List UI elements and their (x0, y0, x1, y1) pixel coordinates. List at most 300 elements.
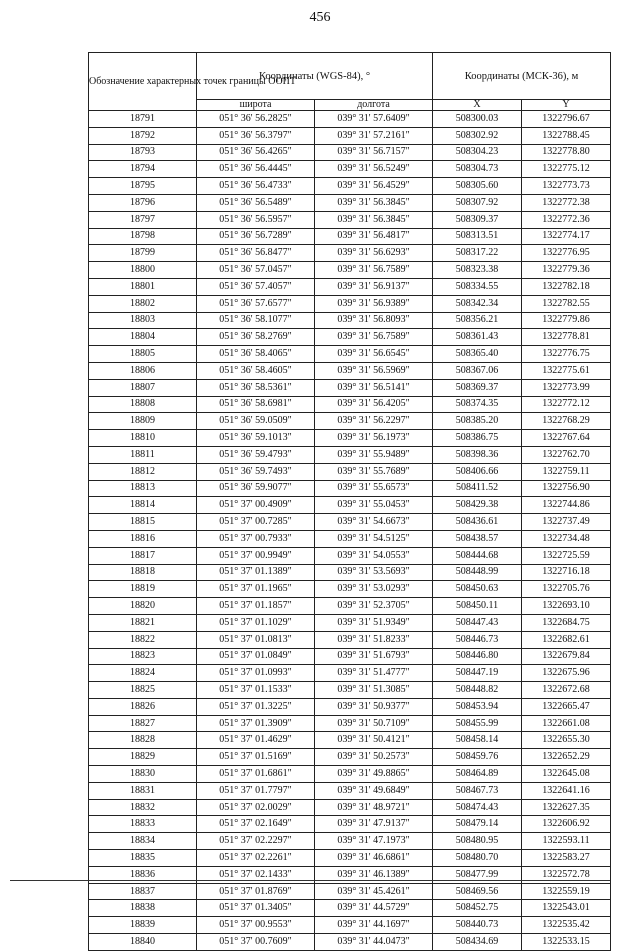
point-id-cell: 18798 (89, 228, 197, 245)
table-row (89, 228, 611, 245)
y-cell: 1322665.47 (522, 698, 611, 715)
x-cell: 508307.92 (433, 194, 522, 211)
y-cell: 1322725.59 (522, 547, 611, 564)
longitude-cell: 039° 31' 56.5141" (315, 379, 433, 396)
x-cell: 508374.35 (433, 396, 522, 413)
table-row (89, 245, 611, 262)
header-x: X (433, 100, 522, 111)
table-row (89, 346, 611, 363)
y-cell: 1322606.92 (522, 816, 611, 833)
latitude-cell: 051° 36' 58.6981" (197, 396, 315, 413)
longitude-cell: 039° 31' 56.5969" (315, 362, 433, 379)
y-cell: 1322593.11 (522, 833, 611, 850)
y-cell: 1322675.96 (522, 665, 611, 682)
x-cell: 508367.06 (433, 362, 522, 379)
y-cell: 1322543.01 (522, 900, 611, 917)
table-row (89, 900, 611, 917)
point-id-cell: 18792 (89, 127, 197, 144)
point-id-cell: 18831 (89, 782, 197, 799)
y-cell: 1322767.64 (522, 430, 611, 447)
table-row (89, 766, 611, 783)
point-id-cell: 18801 (89, 278, 197, 295)
y-cell: 1322705.76 (522, 581, 611, 598)
point-id-cell: 18830 (89, 766, 197, 783)
longitude-cell: 039° 31' 50.2573" (315, 749, 433, 766)
longitude-cell: 039° 31' 56.7589" (315, 329, 433, 346)
table-row (89, 631, 611, 648)
table-row (89, 362, 611, 379)
y-cell: 1322572.78 (522, 866, 611, 883)
y-cell: 1322772.12 (522, 396, 611, 413)
y-cell: 1322796.67 (522, 111, 611, 128)
x-cell: 508469.56 (433, 883, 522, 900)
x-cell: 508406.66 (433, 463, 522, 480)
longitude-cell: 039° 31' 44.5729" (315, 900, 433, 917)
longitude-cell: 039° 31' 56.4529" (315, 178, 433, 195)
point-id-cell: 18818 (89, 564, 197, 581)
coordinates-table (88, 52, 611, 951)
longitude-cell: 039° 31' 46.1389" (315, 866, 433, 883)
x-cell: 508317.22 (433, 245, 522, 262)
x-cell: 508438.57 (433, 530, 522, 547)
y-cell: 1322652.29 (522, 749, 611, 766)
x-cell: 508448.82 (433, 682, 522, 699)
latitude-cell: 051° 36' 59.1013" (197, 430, 315, 447)
table-row (89, 379, 611, 396)
point-id-cell: 18825 (89, 682, 197, 699)
table-row (89, 732, 611, 749)
point-id-cell: 18808 (89, 396, 197, 413)
latitude-cell: 051° 36' 59.0509" (197, 413, 315, 430)
y-cell: 1322775.61 (522, 362, 611, 379)
y-cell: 1322762.70 (522, 446, 611, 463)
y-cell: 1322682.61 (522, 631, 611, 648)
x-cell: 508474.43 (433, 799, 522, 816)
y-cell: 1322684.75 (522, 614, 611, 631)
table-row (89, 278, 611, 295)
point-id-cell: 18803 (89, 312, 197, 329)
latitude-cell: 051° 37' 01.0813" (197, 631, 315, 648)
point-id-cell: 18821 (89, 614, 197, 631)
point-id-cell: 18838 (89, 900, 197, 917)
x-cell: 508365.40 (433, 346, 522, 363)
table-row (89, 295, 611, 312)
table-row (89, 446, 611, 463)
latitude-cell: 051° 37' 00.7285" (197, 514, 315, 531)
table-row (89, 665, 611, 682)
y-cell: 1322679.84 (522, 648, 611, 665)
point-id-cell: 18795 (89, 178, 197, 195)
point-id-cell: 18826 (89, 698, 197, 715)
x-cell: 508304.23 (433, 144, 522, 161)
longitude-cell: 039° 31' 53.0293" (315, 581, 433, 598)
longitude-cell: 039° 31' 50.9377" (315, 698, 433, 715)
longitude-cell: 039° 31' 46.6861" (315, 850, 433, 867)
latitude-cell: 051° 36' 58.4065" (197, 346, 315, 363)
longitude-cell: 039° 31' 56.9389" (315, 295, 433, 312)
point-id-cell: 18834 (89, 833, 197, 850)
longitude-cell: 039° 31' 52.3705" (315, 598, 433, 615)
y-cell: 1322583.27 (522, 850, 611, 867)
latitude-cell: 051° 37' 01.1029" (197, 614, 315, 631)
longitude-cell: 039° 31' 56.1973" (315, 430, 433, 447)
x-cell: 508479.14 (433, 816, 522, 833)
longitude-cell: 039° 31' 56.3845" (315, 211, 433, 228)
longitude-cell: 039° 31' 56.6293" (315, 245, 433, 262)
x-cell: 508304.73 (433, 161, 522, 178)
table-row (89, 934, 611, 951)
longitude-cell: 039° 31' 51.4777" (315, 665, 433, 682)
latitude-cell: 051° 36' 56.4733" (197, 178, 315, 195)
x-cell: 508467.73 (433, 782, 522, 799)
table-row (89, 749, 611, 766)
point-id-cell: 18828 (89, 732, 197, 749)
y-cell: 1322772.36 (522, 211, 611, 228)
header-latitude: широта (197, 100, 315, 111)
point-id-cell: 18793 (89, 144, 197, 161)
latitude-cell: 051° 36' 56.4265" (197, 144, 315, 161)
longitude-cell: 039° 31' 53.5693" (315, 564, 433, 581)
table-row (89, 178, 611, 195)
y-cell: 1322782.55 (522, 295, 611, 312)
latitude-cell: 051° 37' 01.3405" (197, 900, 315, 917)
latitude-cell: 051° 37' 02.1649" (197, 816, 315, 833)
latitude-cell: 051° 37' 00.4909" (197, 497, 315, 514)
latitude-cell: 051° 37' 02.2261" (197, 850, 315, 867)
table-row (89, 480, 611, 497)
longitude-cell: 039° 31' 50.7109" (315, 715, 433, 732)
latitude-cell: 051° 37' 00.7609" (197, 934, 315, 951)
table-row (89, 396, 611, 413)
x-cell: 508385.20 (433, 413, 522, 430)
x-cell: 508446.73 (433, 631, 522, 648)
table-row (89, 530, 611, 547)
point-id-cell: 18804 (89, 329, 197, 346)
longitude-cell: 039° 31' 44.1697" (315, 917, 433, 934)
latitude-cell: 051° 36' 56.3797" (197, 127, 315, 144)
y-cell: 1322693.10 (522, 598, 611, 615)
y-cell: 1322773.73 (522, 178, 611, 195)
latitude-cell: 051° 36' 58.2769" (197, 329, 315, 346)
point-id-cell: 18805 (89, 346, 197, 363)
bottom-rule (10, 880, 610, 881)
longitude-cell: 039° 31' 51.6793" (315, 648, 433, 665)
longitude-cell: 039° 31' 56.5249" (315, 161, 433, 178)
longitude-cell: 039° 31' 55.6573" (315, 480, 433, 497)
header-point-designation: Обозначение характерных точек границы ООПТ (89, 53, 197, 111)
latitude-cell: 051° 37' 01.3225" (197, 698, 315, 715)
x-cell: 508369.37 (433, 379, 522, 396)
header-msk36-coordinates: Координаты (МСК-36), м (433, 53, 611, 100)
y-cell: 1322559.19 (522, 883, 611, 900)
y-cell: 1322655.30 (522, 732, 611, 749)
y-cell: 1322627.35 (522, 799, 611, 816)
x-cell: 508440.73 (433, 917, 522, 934)
y-cell: 1322775.12 (522, 161, 611, 178)
longitude-cell: 039° 31' 56.3845" (315, 194, 433, 211)
point-id-cell: 18811 (89, 446, 197, 463)
longitude-cell: 039° 31' 54.6673" (315, 514, 433, 531)
table-row (89, 614, 611, 631)
point-id-cell: 18807 (89, 379, 197, 396)
table-row (89, 850, 611, 867)
y-cell: 1322772.38 (522, 194, 611, 211)
point-id-cell: 18812 (89, 463, 197, 480)
y-cell: 1322782.18 (522, 278, 611, 295)
table-row (89, 111, 611, 128)
x-cell: 508459.76 (433, 749, 522, 766)
table-row (89, 127, 611, 144)
longitude-cell: 039° 31' 56.7157" (315, 144, 433, 161)
y-cell: 1322776.95 (522, 245, 611, 262)
y-cell: 1322533.15 (522, 934, 611, 951)
point-id-cell: 18799 (89, 245, 197, 262)
point-id-cell: 18796 (89, 194, 197, 211)
longitude-cell: 039° 31' 51.8233" (315, 631, 433, 648)
y-cell: 1322744.86 (522, 497, 611, 514)
latitude-cell: 051° 37' 01.7797" (197, 782, 315, 799)
x-cell: 508309.37 (433, 211, 522, 228)
latitude-cell: 051° 37' 00.9553" (197, 917, 315, 934)
table-row (89, 514, 611, 531)
table-row (89, 883, 611, 900)
y-cell: 1322756.90 (522, 480, 611, 497)
table-row (89, 715, 611, 732)
longitude-cell: 039° 31' 57.6409" (315, 111, 433, 128)
point-id-cell: 18840 (89, 934, 197, 951)
latitude-cell: 051° 36' 56.4445" (197, 161, 315, 178)
latitude-cell: 051° 36' 56.2825" (197, 111, 315, 128)
longitude-cell: 039° 31' 54.5125" (315, 530, 433, 547)
point-id-cell: 18822 (89, 631, 197, 648)
point-id-cell: 18800 (89, 262, 197, 279)
table-row (89, 262, 611, 279)
point-id-cell: 18824 (89, 665, 197, 682)
y-cell: 1322759.11 (522, 463, 611, 480)
longitude-cell: 039° 31' 56.4205" (315, 396, 433, 413)
latitude-cell: 051° 36' 59.9077" (197, 480, 315, 497)
x-cell: 508447.43 (433, 614, 522, 631)
y-cell: 1322778.80 (522, 144, 611, 161)
point-id-cell: 18823 (89, 648, 197, 665)
longitude-cell: 039° 31' 55.7689" (315, 463, 433, 480)
point-id-cell: 18813 (89, 480, 197, 497)
x-cell: 508386.75 (433, 430, 522, 447)
point-id-cell: 18827 (89, 715, 197, 732)
point-id-cell: 18832 (89, 799, 197, 816)
longitude-cell: 039° 31' 49.8865" (315, 766, 433, 783)
point-id-cell: 18819 (89, 581, 197, 598)
table-row (89, 144, 611, 161)
x-cell: 508452.75 (433, 900, 522, 917)
table-row (89, 682, 611, 699)
latitude-cell: 051° 37' 01.0993" (197, 665, 315, 682)
latitude-cell: 051° 36' 56.8477" (197, 245, 315, 262)
latitude-cell: 051° 37' 02.2297" (197, 833, 315, 850)
y-cell: 1322778.81 (522, 329, 611, 346)
table-row (89, 799, 611, 816)
point-id-cell: 18806 (89, 362, 197, 379)
latitude-cell: 051° 37' 00.9949" (197, 547, 315, 564)
point-id-cell: 18791 (89, 111, 197, 128)
longitude-cell: 039° 31' 56.2297" (315, 413, 433, 430)
latitude-cell: 051° 36' 57.4057" (197, 278, 315, 295)
longitude-cell: 039° 31' 56.9137" (315, 278, 433, 295)
point-id-cell: 18809 (89, 413, 197, 430)
table-row (89, 648, 611, 665)
table-row (89, 194, 611, 211)
table-row (89, 581, 611, 598)
latitude-cell: 051° 36' 57.6577" (197, 295, 315, 312)
point-id-cell: 18837 (89, 883, 197, 900)
y-cell: 1322716.18 (522, 564, 611, 581)
y-cell: 1322645.08 (522, 766, 611, 783)
latitude-cell: 051° 37' 01.5169" (197, 749, 315, 766)
point-id-cell: 18836 (89, 866, 197, 883)
x-cell: 508434.69 (433, 934, 522, 951)
longitude-cell: 039° 31' 56.8093" (315, 312, 433, 329)
y-cell: 1322734.48 (522, 530, 611, 547)
table-row (89, 833, 611, 850)
latitude-cell: 051° 37' 01.8769" (197, 883, 315, 900)
longitude-cell: 039° 31' 51.9349" (315, 614, 433, 631)
x-cell: 508429.38 (433, 497, 522, 514)
table-row (89, 413, 611, 430)
y-cell: 1322773.99 (522, 379, 611, 396)
x-cell: 508453.94 (433, 698, 522, 715)
point-id-cell: 18816 (89, 530, 197, 547)
x-cell: 508323.38 (433, 262, 522, 279)
point-id-cell: 18814 (89, 497, 197, 514)
latitude-cell: 051° 37' 01.1533" (197, 682, 315, 699)
header-y: Y (522, 100, 611, 111)
x-cell: 508342.34 (433, 295, 522, 312)
point-id-cell: 18839 (89, 917, 197, 934)
longitude-cell: 039° 31' 50.4121" (315, 732, 433, 749)
latitude-cell: 051° 36' 59.4793" (197, 446, 315, 463)
latitude-cell: 051° 36' 57.0457" (197, 262, 315, 279)
latitude-cell: 051° 37' 00.7933" (197, 530, 315, 547)
longitude-cell: 039° 31' 57.2161" (315, 127, 433, 144)
latitude-cell: 051° 37' 02.0029" (197, 799, 315, 816)
longitude-cell: 039° 31' 56.6545" (315, 346, 433, 363)
y-cell: 1322641.16 (522, 782, 611, 799)
longitude-cell: 039° 31' 54.0553" (315, 547, 433, 564)
table-row (89, 463, 611, 480)
x-cell: 508447.19 (433, 665, 522, 682)
x-cell: 508444.68 (433, 547, 522, 564)
x-cell: 508436.61 (433, 514, 522, 531)
table-row (89, 698, 611, 715)
table-row (89, 161, 611, 178)
y-cell: 1322672.68 (522, 682, 611, 699)
x-cell: 508446.80 (433, 648, 522, 665)
x-cell: 508480.95 (433, 833, 522, 850)
x-cell: 508398.36 (433, 446, 522, 463)
longitude-cell: 039° 31' 56.4817" (315, 228, 433, 245)
y-cell: 1322779.36 (522, 262, 611, 279)
longitude-cell: 039° 31' 47.9137" (315, 816, 433, 833)
header-longitude: долгота (315, 100, 433, 111)
latitude-cell: 051° 36' 56.5489" (197, 194, 315, 211)
latitude-cell: 051° 36' 58.4605" (197, 362, 315, 379)
y-cell: 1322788.45 (522, 127, 611, 144)
latitude-cell: 051° 37' 01.1857" (197, 598, 315, 615)
x-cell: 508480.70 (433, 850, 522, 867)
longitude-cell: 039° 31' 45.4261" (315, 883, 433, 900)
longitude-cell: 039° 31' 51.3085" (315, 682, 433, 699)
table-row (89, 430, 611, 447)
point-id-cell: 18835 (89, 850, 197, 867)
x-cell: 508302.92 (433, 127, 522, 144)
point-id-cell: 18794 (89, 161, 197, 178)
point-id-cell: 18797 (89, 211, 197, 228)
latitude-cell: 051° 36' 56.7289" (197, 228, 315, 245)
x-cell: 508305.60 (433, 178, 522, 195)
latitude-cell: 051° 37' 02.1433" (197, 866, 315, 883)
latitude-cell: 051° 36' 59.7493" (197, 463, 315, 480)
latitude-cell: 051° 37' 01.1965" (197, 581, 315, 598)
x-cell: 508334.55 (433, 278, 522, 295)
x-cell: 508411.52 (433, 480, 522, 497)
table-row (89, 329, 611, 346)
table-row (89, 917, 611, 934)
latitude-cell: 051° 37' 01.6861" (197, 766, 315, 783)
latitude-cell: 051° 37' 01.1389" (197, 564, 315, 581)
table-row (89, 547, 611, 564)
latitude-cell: 051° 37' 01.0849" (197, 648, 315, 665)
x-cell: 508300.03 (433, 111, 522, 128)
x-cell: 508458.14 (433, 732, 522, 749)
header-wgs84-coordinates: Координаты (WGS-84), ° (197, 53, 433, 100)
point-id-cell: 18817 (89, 547, 197, 564)
point-id-cell: 18802 (89, 295, 197, 312)
y-cell: 1322535.42 (522, 917, 611, 934)
table-row (89, 782, 611, 799)
longitude-cell: 039° 31' 48.9721" (315, 799, 433, 816)
table-row (89, 497, 611, 514)
point-id-cell: 18820 (89, 598, 197, 615)
y-cell: 1322776.75 (522, 346, 611, 363)
point-id-cell: 18833 (89, 816, 197, 833)
table-body (89, 111, 611, 951)
y-cell: 1322737.49 (522, 514, 611, 531)
latitude-cell: 051° 36' 58.5361" (197, 379, 315, 396)
point-id-cell: 18815 (89, 514, 197, 531)
x-cell: 508450.63 (433, 581, 522, 598)
longitude-cell: 039° 31' 56.7589" (315, 262, 433, 279)
y-cell: 1322779.86 (522, 312, 611, 329)
x-cell: 508455.99 (433, 715, 522, 732)
y-cell: 1322774.17 (522, 228, 611, 245)
table-row (89, 211, 611, 228)
table-row (89, 816, 611, 833)
longitude-cell: 039° 31' 44.0473" (315, 934, 433, 951)
page-number: 456 (309, 10, 331, 25)
table-row (89, 564, 611, 581)
y-cell: 1322768.29 (522, 413, 611, 430)
point-id-cell: 18829 (89, 749, 197, 766)
longitude-cell: 039° 31' 49.6849" (315, 782, 433, 799)
latitude-cell: 051° 36' 56.5957" (197, 211, 315, 228)
x-cell: 508361.43 (433, 329, 522, 346)
longitude-cell: 039° 31' 55.0453" (315, 497, 433, 514)
x-cell: 508313.51 (433, 228, 522, 245)
x-cell: 508356.21 (433, 312, 522, 329)
x-cell: 508450.11 (433, 598, 522, 615)
longitude-cell: 039° 31' 47.1973" (315, 833, 433, 850)
x-cell: 508464.89 (433, 766, 522, 783)
